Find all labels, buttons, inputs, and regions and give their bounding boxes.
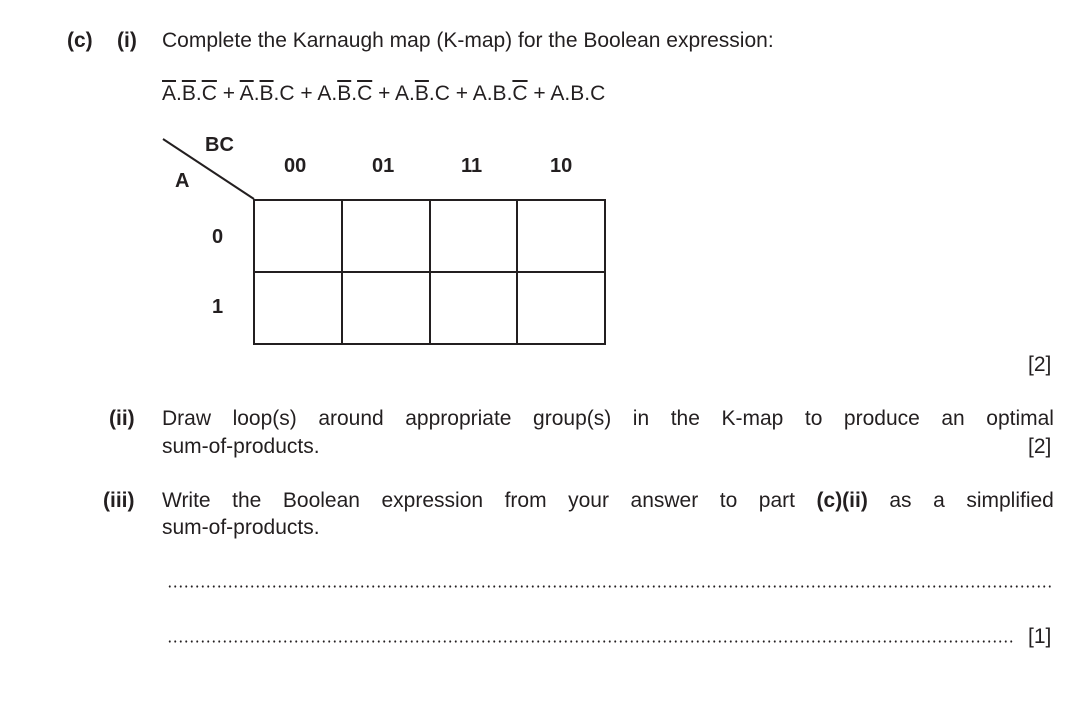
variable: B [492, 82, 507, 105]
word: part [758, 489, 795, 512]
answer-line-2[interactable] [167, 640, 1013, 643]
kmap-row-0 [254, 200, 605, 272]
variable: A [472, 82, 487, 105]
kmap-cell[interactable] [430, 272, 518, 344]
kmap-cell[interactable] [342, 200, 430, 272]
kmap-col-variable: BC [205, 134, 234, 156]
word: Draw [162, 407, 212, 430]
word: Write [162, 489, 211, 512]
variable: A [550, 82, 565, 105]
word: to [719, 489, 738, 512]
kmap-row-variable: A [175, 170, 190, 192]
expression-plus: + [216, 82, 240, 105]
word: from [504, 489, 547, 512]
expression-term: $\overline{A}.\overline{B}.C$ [239, 82, 295, 105]
word: simplified [966, 489, 1054, 512]
kmap-cell[interactable] [517, 200, 605, 272]
word: the [670, 407, 700, 430]
variable: A [317, 82, 332, 105]
kmap-cell[interactable] [517, 272, 605, 344]
kmap-row-1 [254, 272, 605, 344]
negated-variable: $\overline{C}$ [512, 82, 528, 105]
word: an [941, 407, 965, 430]
word: as [889, 489, 912, 512]
subpart-label-i: (i) [117, 29, 137, 52]
negated-variable: $\overline{B}$ [181, 82, 196, 105]
kmap-cell[interactable] [342, 272, 430, 344]
word: expression [381, 489, 484, 512]
question-iii-text-line2: sum-of-products. [162, 516, 320, 539]
variable: C [590, 82, 606, 105]
negated-variable: $\overline{C}$ [357, 82, 373, 105]
word: loop(s) [232, 407, 297, 430]
negated-variable: $\overline{A}$ [162, 82, 177, 105]
word: around [318, 407, 384, 430]
expression-plus: + [294, 82, 318, 105]
kmap-cell[interactable] [430, 200, 518, 272]
word: produce [843, 407, 920, 430]
kmap-col-header: 11 [461, 155, 483, 177]
variable: A [395, 82, 410, 105]
variable: B [570, 82, 585, 105]
question-ii-text-line2: sum-of-products. [162, 435, 320, 458]
question-ii-text-line1 [162, 407, 1054, 431]
expression-term: $A.B.\overline{C}$ [472, 82, 528, 105]
kmap-grid [253, 199, 606, 345]
negated-variable: $\overline{A}$ [239, 82, 254, 105]
word: the [232, 489, 262, 512]
marks-i: [2] [1028, 353, 1052, 376]
word: (c)(ii) [816, 489, 868, 512]
variable: C [279, 82, 295, 105]
expression-plus: + [527, 82, 551, 105]
question-iii-text-line1 [162, 489, 1054, 513]
word: group(s) [533, 407, 612, 430]
marks-iii: [1] [1028, 625, 1052, 648]
kmap-col-header: 10 [550, 155, 573, 177]
expression-plus: + [372, 82, 396, 105]
word: K-map [721, 407, 784, 430]
subpart-label-ii: (ii) [109, 407, 135, 430]
marks-ii: [2] [1028, 435, 1052, 458]
negated-variable: $\overline{C}$ [201, 82, 217, 105]
kmap-cell[interactable] [254, 200, 342, 272]
kmap-row-header: 0 [212, 226, 224, 248]
word: in [632, 407, 650, 430]
word: appropriate [405, 407, 512, 430]
subpart-label-iii: (iii) [103, 489, 135, 512]
expression-term: A.B.C [550, 82, 606, 105]
kmap-col-header: 00 [284, 155, 307, 177]
expression-term: $A.\overline{B}.C$ [395, 82, 450, 105]
word: to [804, 407, 823, 430]
expression-term: $A.\overline{B}.\overline{C}$ [317, 82, 373, 105]
question-i-prompt: Complete the Karnaugh map (K-map) for the Boolean expression: [162, 29, 774, 52]
word: optimal [986, 407, 1054, 430]
negated-variable: $\overline{B}$ [259, 82, 274, 105]
variable: C [434, 82, 450, 105]
answer-line-1[interactable] [167, 585, 1053, 588]
word: your [568, 489, 609, 512]
part-label-c: (c) [67, 29, 93, 52]
word: answer [630, 489, 699, 512]
kmap-row-header: 1 [212, 296, 224, 318]
kmap-cell[interactable] [254, 272, 342, 344]
word: a [933, 489, 945, 512]
kmap-col-header: 01 [372, 155, 395, 177]
negated-variable: $\overline{B}$ [337, 82, 352, 105]
expression-term: $\overline{A}.\overline{B}.\overline{C}$ [162, 82, 217, 105]
negated-variable: $\overline{B}$ [414, 82, 429, 105]
word: Boolean [282, 489, 360, 512]
expression-plus: + [449, 82, 473, 105]
